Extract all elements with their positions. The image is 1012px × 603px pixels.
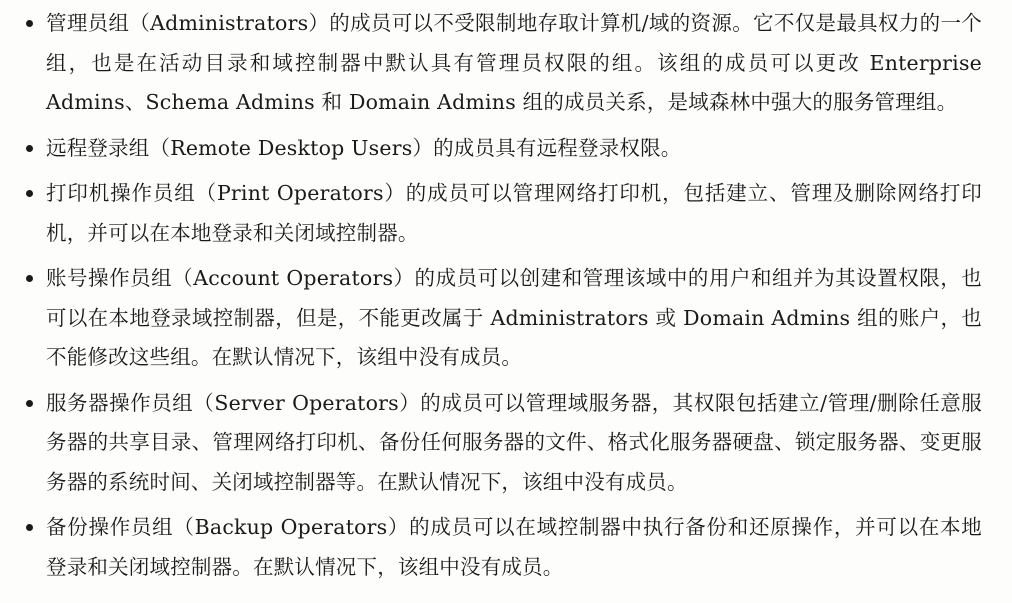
- item-text: 账号操作员组（Account Operators）的成员可以创建和管理该域中的用户和组并为其设置权限，也可以在本地登录域控制器，但是，不能更改属于 Administrators 或 Domain Admins 组的账户，也不能修改这些组。在默认情况下，该组中没有成员。: [46, 266, 982, 369]
- list-item-administrators: [24, 4, 982, 123]
- bullet-icon: [26, 524, 33, 531]
- list-item-backup-operators: [24, 508, 982, 587]
- item-text: 服务器操作员组（Server Operators）的成员可以管理域服务器，其权限包括建立/管理/删除任意服务器的共享目录、管理网络打印机、备份任何服务器的文件、格式化服务器硬盘、锁定服务器、变更服务器的系统时间、关闭域控制器等。在默认情况下，该组中没有成员。: [46, 390, 982, 494]
- list-item-server-operators: [24, 384, 982, 503]
- item-text: 远程登录组（Remote Desktop Users）的成员具有远程登录权限。: [46, 135, 682, 160]
- bullet-icon: [26, 275, 33, 282]
- group-list: [24, 4, 982, 587]
- list-item-print-operators: [24, 174, 982, 253]
- bullet-icon: [26, 20, 33, 27]
- item-text: 管理员组（Administrators）的成员可以不受限制地存取计算机/域的资源。它不仅是最具权力的一个组，也是在活动目录和域控制器中默认具有管理员权限的组。该组的成员可以更改 Enterprise Admins、Schema Admins 和 Domain Admins 组的成员关系，是域森林中强大的服务管理组。: [46, 11, 982, 114]
- bullet-icon: [26, 145, 33, 152]
- bullet-icon: [26, 190, 33, 197]
- list-item-account-operators: [24, 259, 982, 378]
- item-text: 备份操作员组（Backup Operators）的成员可以在域控制器中执行备份和还原操作，并可以在本地登录和关闭域控制器。在默认情况下，该组中没有成员。: [46, 515, 982, 579]
- item-text: 打印机操作员组（Print Operators）的成员可以管理网络打印机，包括建立、管理及删除网络打印机，并可以在本地登录和关闭域控制器。: [46, 181, 982, 245]
- bullet-icon: [26, 400, 33, 407]
- list-item-remote-desktop-users: [24, 129, 982, 169]
